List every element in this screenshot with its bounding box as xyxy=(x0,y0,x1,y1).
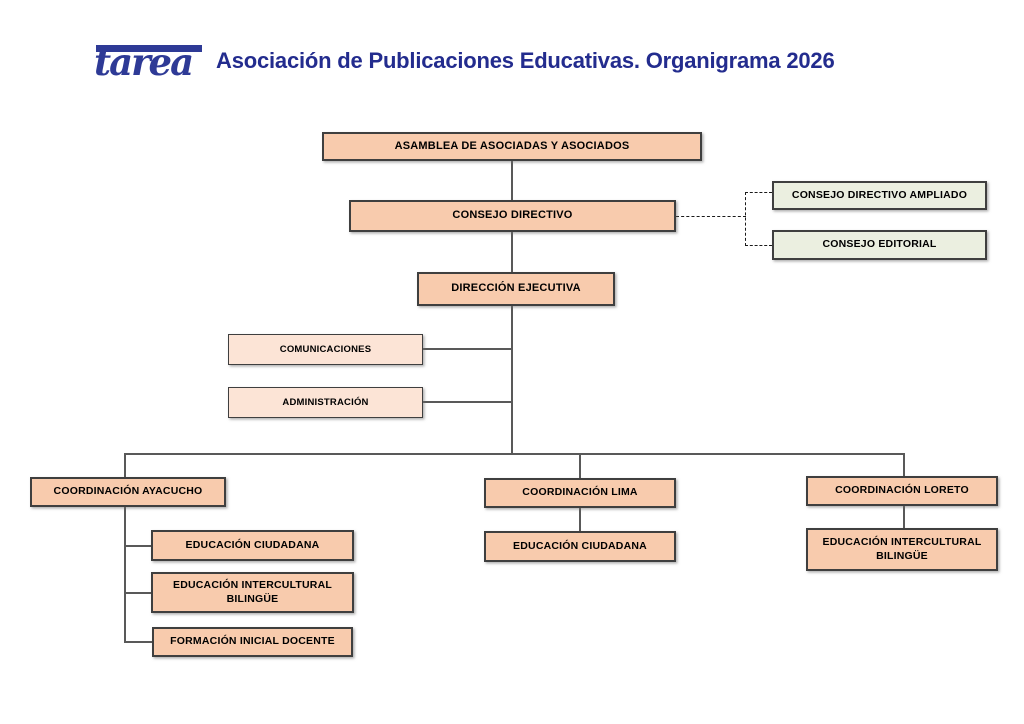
node-coordinacion-ayacucho-label: COORDINACIÓN AYACUCHO xyxy=(53,485,203,498)
node-direccion-ejecutiva-label: DIRECCIÓN EJECUTIVA xyxy=(451,282,581,295)
node-consejo-editorial xyxy=(772,230,987,260)
node-coordinacion-lima-label: COORDINACIÓN LIMA xyxy=(522,486,638,499)
dashed-connector-ampliado xyxy=(745,192,772,193)
node-comunicaciones xyxy=(228,334,423,365)
node-consejo-directivo-ampliado xyxy=(772,181,987,210)
node-coordinacion-loreto-label: COORDINACIÓN LORETO xyxy=(835,484,969,497)
connector-asamblea-consejo xyxy=(511,161,513,200)
connector-stub-ayacucho-ec xyxy=(124,545,151,547)
node-consejo-directivo-label: CONSEJO DIRECTIVO xyxy=(452,209,573,222)
node-consejo-directivo xyxy=(349,200,676,232)
node-direccion-ejecutiva xyxy=(417,272,615,306)
connector-drop-ayacucho xyxy=(124,453,126,477)
dashed-connector-consejo-out xyxy=(676,216,746,217)
connector-lima-ec xyxy=(579,508,581,531)
connector-coordinaciones-row xyxy=(124,453,904,455)
node-ayacucho-eib-label: EDUCACIÓN INTERCULTURAL BILINGÜE xyxy=(173,579,332,605)
dashed-connector-branch xyxy=(745,192,746,246)
node-asamblea-label: ASAMBLEA DE ASOCIADAS Y ASOCIADOS xyxy=(394,139,630,152)
node-ayacucho-educacion-ciudadana xyxy=(151,530,354,561)
tarea-logo-text: tarea xyxy=(94,40,193,84)
connector-ayacucho-spine xyxy=(124,507,126,643)
node-ayacucho-formacion-inicial-docente xyxy=(152,627,353,657)
node-administracion xyxy=(228,387,423,418)
connector-drop-loreto xyxy=(903,453,905,476)
page-title: Asociación de Publicaciones Educativas. Organigrama 2026 xyxy=(216,48,835,73)
connector-loreto-eib xyxy=(903,506,905,528)
dashed-connector-editorial xyxy=(745,245,772,246)
node-lima-educacion-ciudadana xyxy=(484,531,676,562)
tarea-logo xyxy=(94,34,224,86)
connector-direccion-trunk xyxy=(511,306,513,454)
node-ayacucho-educacion-intercultural-bilingue xyxy=(151,572,354,613)
connector-drop-lima xyxy=(579,453,581,478)
connector-stub-ayacucho-fid xyxy=(124,641,152,643)
node-administracion-label: ADMINISTRACIÓN xyxy=(282,396,369,408)
node-coordinacion-ayacucho xyxy=(30,477,226,507)
node-asamblea xyxy=(322,132,702,161)
node-comunicaciones-label: COMUNICACIONES xyxy=(279,343,372,355)
node-loreto-educacion-intercultural-bilingue xyxy=(806,528,998,571)
connector-stub-ayacucho-eib xyxy=(124,592,151,594)
node-loreto-eib-label: EDUCACIÓN INTERCULTURAL BILINGÜE xyxy=(822,536,982,562)
node-coordinacion-loreto xyxy=(806,476,998,506)
node-ayacucho-fid-label: FORMACIÓN INICIAL DOCENTE xyxy=(170,635,335,648)
node-coordinacion-lima xyxy=(484,478,676,508)
node-ayacucho-educacion-ciudadana-label: EDUCACIÓN CIUDADANA xyxy=(185,538,320,551)
node-consejo-editorial-label: CONSEJO EDITORIAL xyxy=(822,238,937,251)
connector-consejo-direccion xyxy=(511,232,513,272)
node-consejo-directivo-ampliado-label: CONSEJO DIRECTIVO AMPLIADO xyxy=(791,188,968,201)
connector-comunicaciones xyxy=(423,348,511,350)
connector-administracion xyxy=(423,401,511,403)
node-lima-educacion-ciudadana-label: EDUCACIÓN CIUDADANA xyxy=(513,539,647,552)
